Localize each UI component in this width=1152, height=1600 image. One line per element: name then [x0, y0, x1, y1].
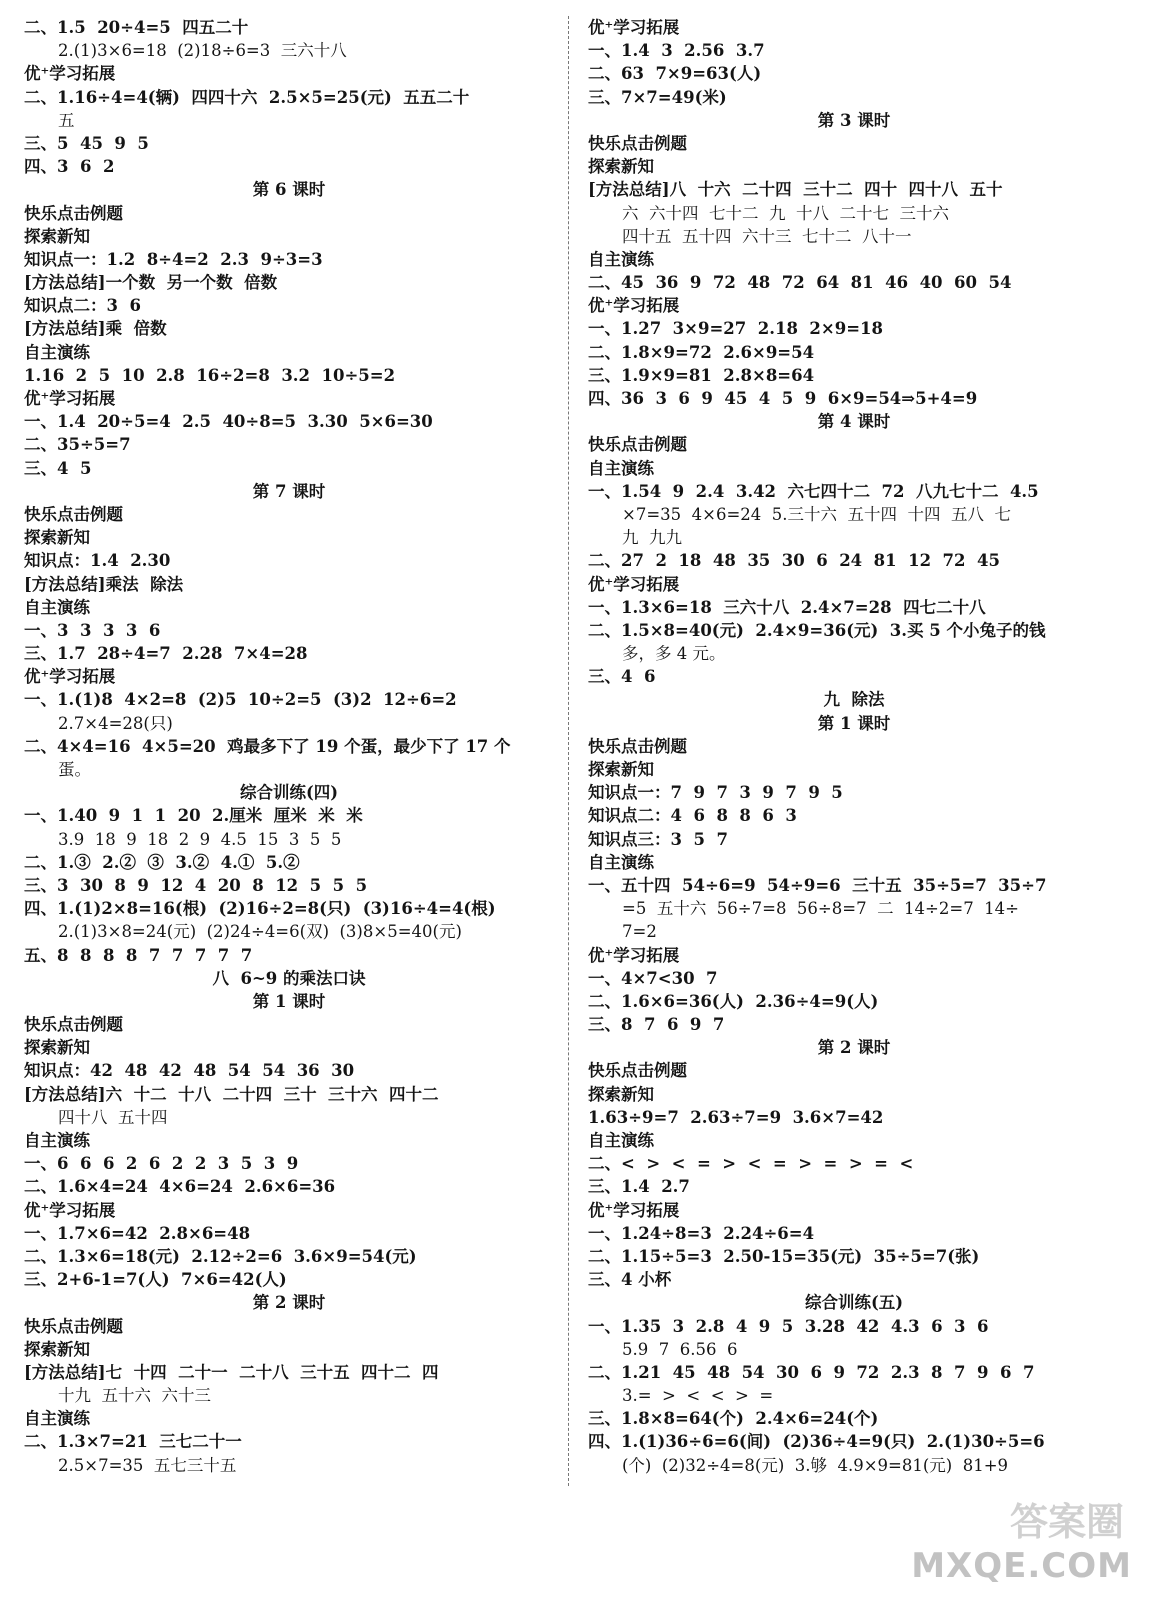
left-answer-line: 二、1.5 20÷4=5 四五二十: [24, 18, 249, 37]
right-section-heading: 优⁺学习拓展: [588, 1200, 680, 1220]
left-answer-line: 二、1.3×6=18(元) 2.12÷2=6 3.6×9=54(元): [24, 1246, 417, 1266]
right-lesson-title: 第 4 课时: [817, 412, 891, 432]
left-lesson-title: 第 1 课时: [252, 991, 326, 1011]
left-section-heading: 自主演练: [24, 342, 90, 362]
right-section-heading: 快乐点击例题: [588, 435, 687, 455]
left-section-heading: 优⁺学习拓展: [24, 667, 116, 687]
right-answer-line: 三、7×7=49(米): [588, 87, 727, 107]
left-answer-line: 一、1.4 20÷5=4 2.5 40÷8=5 3.30 5×6=30: [24, 412, 433, 432]
left-column: [24, 16, 554, 1477]
left-answer-line: 三、3 30 8 9 12 4 20 8 12 5 5 5: [24, 875, 368, 895]
left-lesson-title: 八 6~9 的乘法口诀: [212, 968, 366, 988]
left-lesson-title: 第 6 课时: [252, 180, 326, 200]
right-answer-line: 三、8 7 6 9 7: [588, 1015, 725, 1035]
right-answer-line: 三、1.4 2.7: [588, 1177, 690, 1197]
left-section-heading: 快乐点击例题: [24, 504, 123, 524]
left-section-heading: 自主演练: [24, 597, 90, 617]
left-section-heading: 探索新知: [24, 226, 90, 246]
left-lesson-title: 第 2 课时: [252, 1293, 326, 1313]
right-answer-line: 六 六十四 七十二 九 十八 二十七 三十六: [622, 203, 949, 223]
left-answer-line: 一、6 6 6 2 6 2 2 3 5 3 9: [24, 1154, 299, 1174]
left-answer-line: 二、1.6×4=24 4×6=24 2.6×6=36: [24, 1177, 336, 1197]
right-answer-line: 二、1.21 45 48 54 30 6 9 72 2.3 8 7 9 6 7: [588, 1362, 1035, 1382]
right-answer-line: 一、4×7<30 7: [588, 968, 718, 988]
left-section-heading: 探索新知: [24, 1038, 90, 1058]
right-answer-line: 二、1.15÷5=3 2.50-15=35(元) 35÷5=7(张): [588, 1246, 980, 1266]
left-section-heading: 探索新知: [24, 528, 90, 548]
right-section-heading: 自主演练: [588, 458, 654, 478]
left-answer-line: [方法总结]乘 倍数: [24, 319, 167, 339]
right-section-heading: 探索新知: [588, 157, 654, 177]
column-divider: [568, 16, 569, 1486]
right-answer-line: 知识点二：4 6 8 8 6 3: [588, 806, 797, 826]
left-answer-line: 五、8 8 8 8 7 7 7 7 7: [24, 945, 253, 965]
right-answer-line: 一、1.54 9 2.4 3.42 六七四十二 72 八九七十二 4.5: [588, 481, 1039, 501]
left-answer-line: 一、1.40 9 1 1 20 2.厘米 厘米 米 米: [24, 806, 363, 826]
right-answer-line: 九 九九: [622, 528, 682, 548]
left-answer-line: [方法总结]六 十二 十八 二十四 三十 三十六 四十二: [24, 1084, 439, 1104]
left-section-heading: 优⁺学习拓展: [24, 64, 116, 84]
left-section-heading: 快乐点击例题: [24, 1316, 123, 1336]
left-answer-line: 知识点：1.4 2.30: [24, 551, 171, 571]
right-answer-line: 二、1.5×8=40(元) 2.4×9=36(元) 3.买 5 个小兔子的钱: [588, 620, 1046, 640]
right-lesson-title: 第 3 课时: [817, 110, 891, 130]
right-answer-line: 一、1.27 3×9=27 2.18 2×9=18: [588, 319, 883, 339]
right-column: [588, 16, 1120, 1477]
right-answer-line: 二、1.8×9=72 2.6×9=54: [588, 342, 815, 362]
right-answer-line: 5.9 7 6.56 6: [622, 1339, 738, 1359]
left-answer-line: [方法总结]七 十四 二十一 二十八 三十五 四十二 四: [24, 1362, 439, 1382]
right-answer-line: 三、1.8×8=64(个) 2.4×6=24(个): [588, 1409, 879, 1429]
right-section-heading: 自主演练: [588, 249, 654, 269]
right-answer-line: 一、1.3×6=18 三六十八 2.4×7=28 四七二十八: [588, 597, 986, 617]
left-answer-line: 一、3 3 3 3 6: [24, 620, 161, 640]
left-answer-line: 四、3 6 2: [24, 157, 115, 177]
left-section-heading: 优⁺学习拓展: [24, 1200, 116, 1220]
right-answer-line: 3.= > < < > =: [622, 1386, 774, 1406]
right-answer-line: 四、36 3 6 9 45 4 5 9 6×9=54⇒5+4=9: [588, 389, 978, 408]
right-answer-line: 多，多 4 元。: [622, 644, 726, 664]
watermark-logo-text: 答案圈: [1009, 1500, 1124, 1544]
left-answer-line: 三、4 5: [24, 458, 92, 478]
right-answer-line: 四十五 五十四 六十三 七十二 八十一: [622, 226, 912, 246]
left-answer-line: 一、1.(1)8 4×2=8 (2)5 10÷2=5 (3)2 12÷6=2: [24, 690, 457, 710]
right-answer-line: 7=2: [622, 922, 657, 942]
left-answer-line: 三、2+6-1=7(人) 7×6=42(人): [24, 1270, 287, 1290]
right-section-heading: 探索新知: [588, 760, 654, 779]
right-answer-line: 一、1.24÷8=3 2.24÷6=4: [588, 1223, 815, 1243]
left-section-heading: 快乐点击例题: [24, 1015, 123, 1035]
left-answer-line: 三、5 45 9 5: [24, 133, 149, 153]
right-answer-line: 二、1.6×6=36(人) 2.36÷4=9(人): [588, 991, 879, 1011]
left-section-heading: 探索新知: [24, 1339, 90, 1359]
right-section-heading: 优⁺学习拓展: [588, 18, 680, 37]
left-answer-line: 二、1.16÷4=4(辆) 四四十六 2.5×5=25(元) 五五二十: [24, 87, 470, 107]
right-answer-line: 四、1.(1)36÷6=6(间) (2)36÷4=9(只) 2.(1)30÷5=6: [588, 1432, 1045, 1452]
left-section-heading: 自主演练: [24, 1131, 90, 1150]
right-answer-line: (个) (2)32÷4=8(元) 3.够 4.9×9=81(元) 81+9: [622, 1455, 1009, 1475]
left-section-heading: 自主演练: [24, 1409, 90, 1429]
right-answer-line: 二、45 36 9 72 48 72 64 81 46 40 60 54: [588, 273, 1012, 293]
right-section-heading: 自主演练: [588, 1131, 654, 1150]
right-section-heading: 快乐点击例题: [588, 133, 687, 153]
left-answer-line: 十九 五十六 六十三: [58, 1386, 211, 1406]
left-answer-line: 二、35÷5=7: [24, 435, 131, 455]
left-answer-line: 2.5×7=35 五七三十五: [58, 1455, 237, 1475]
right-section-heading: 快乐点击例题: [588, 1061, 687, 1081]
right-lesson-title: 九 除法: [823, 690, 885, 710]
right-answer-line: 知识点一：7 9 7 3 9 7 9 5: [588, 783, 843, 803]
right-section-heading: 优⁺学习拓展: [588, 574, 680, 594]
left-answer-line: 2.(1)3×8=24(元) (2)24÷4=6(双) (3)8×5=40(元): [58, 922, 462, 942]
left-answer-line: 三、1.7 28÷4=7 2.28 7×4=28: [24, 644, 308, 664]
right-section-heading: 探索新知: [588, 1084, 654, 1104]
right-answer-line: 1.63÷9=7 2.63÷7=9 3.6×7=42: [588, 1107, 884, 1127]
left-answer-line: 1.16 2 5 10 2.8 16÷2=8 3.2 10÷5=2: [24, 365, 396, 385]
right-answer-line: 二、27 2 18 48 35 30 6 24 81 12 72 45: [588, 551, 1000, 571]
left-answer-line: 3.9 18 9 18 2 9 4.5 15 3 5 5: [58, 829, 342, 849]
right-section-heading: 优⁺学习拓展: [588, 945, 680, 965]
right-section-heading: 优⁺学习拓展: [588, 296, 680, 316]
left-answer-line: 二、4×4=16 4×5=20 鸡最多下了 19 个蛋，最少下了 17 个: [24, 736, 511, 756]
right-answer-line: 三、4 小杯: [588, 1270, 672, 1290]
left-answer-line: [方法总结]一个数 另一个数 倍数: [24, 273, 278, 293]
left-answer-line: 蛋。: [58, 760, 91, 779]
right-lesson-title: 第 1 课时: [817, 713, 891, 733]
right-answer-line: 一、1.4 3 2.56 3.7: [588, 41, 765, 61]
right-answer-line: 二、63 7×9=63(人): [588, 64, 762, 84]
left-lesson-title: 综合训练(四): [239, 783, 339, 803]
left-answer-line: [方法总结]乘法 除法: [24, 574, 184, 594]
right-lesson-title: 综合训练(五): [804, 1293, 904, 1313]
left-section-heading: 快乐点击例题: [24, 203, 123, 223]
right-answer-line: 一、1.35 3 2.8 4 9 5 3.28 42 4.3 6 3 6: [588, 1316, 989, 1336]
right-answer-line: 二、< > < = > < = > = > = <: [588, 1154, 914, 1174]
left-answer-line: 2.7×4=28(只): [58, 713, 173, 733]
right-section-heading: 自主演练: [588, 852, 654, 872]
right-answer-line: =5 五十六 56÷7=8 56÷8=7 二 14÷2=7 14÷: [622, 899, 1020, 919]
left-answer-line: 五: [58, 110, 75, 130]
left-answer-line: 四、1.(1)2×8=16(根) (2)16÷2=8(只) (3)16÷4=4(根): [24, 899, 496, 919]
left-section-heading: 优⁺学习拓展: [24, 389, 116, 408]
left-answer-line: 知识点：42 48 42 48 54 54 36 30: [24, 1061, 355, 1081]
left-answer-line: 知识点一：1.2 8÷4=2 2.3 9÷3=3: [24, 249, 323, 269]
right-lesson-title: 第 2 课时: [817, 1038, 891, 1058]
left-lesson-title: 第 7 课时: [252, 481, 326, 501]
left-answer-line: 一、1.7×6=42 2.8×6=48: [24, 1223, 251, 1243]
left-answer-line: 四十八 五十四: [58, 1107, 168, 1127]
right-answer-line: 知识点三：3 5 7: [588, 829, 728, 849]
right-answer-line: 一、五十四 54÷6=9 54÷9=6 三十五 35÷5=7 35÷7: [588, 875, 1047, 895]
watermark-url: MXQE.COM: [911, 1546, 1132, 1586]
left-answer-line: 知识点二：3 6: [24, 296, 141, 316]
left-answer-line: 二、1.③ 2.② ③ 3.② 4.① 5.②: [24, 852, 300, 872]
right-section-heading: 快乐点击例题: [588, 736, 687, 756]
right-answer-line: [方法总结]八 十六 二十四 三十二 四十 四十八 五十: [588, 180, 1003, 200]
left-answer-line: 二、1.3×7=21 三七二十一: [24, 1432, 242, 1452]
right-answer-line: 三、1.9×9=81 2.8×8=64: [588, 365, 815, 385]
right-answer-line: 三、4 6: [588, 667, 656, 687]
right-answer-line: ×7=35 4×6=24 5.三十六 五十四 十四 五八 七: [622, 504, 1011, 524]
left-answer-line: 2.(1)3×6=18 (2)18÷6=3 三六十八: [58, 41, 347, 61]
